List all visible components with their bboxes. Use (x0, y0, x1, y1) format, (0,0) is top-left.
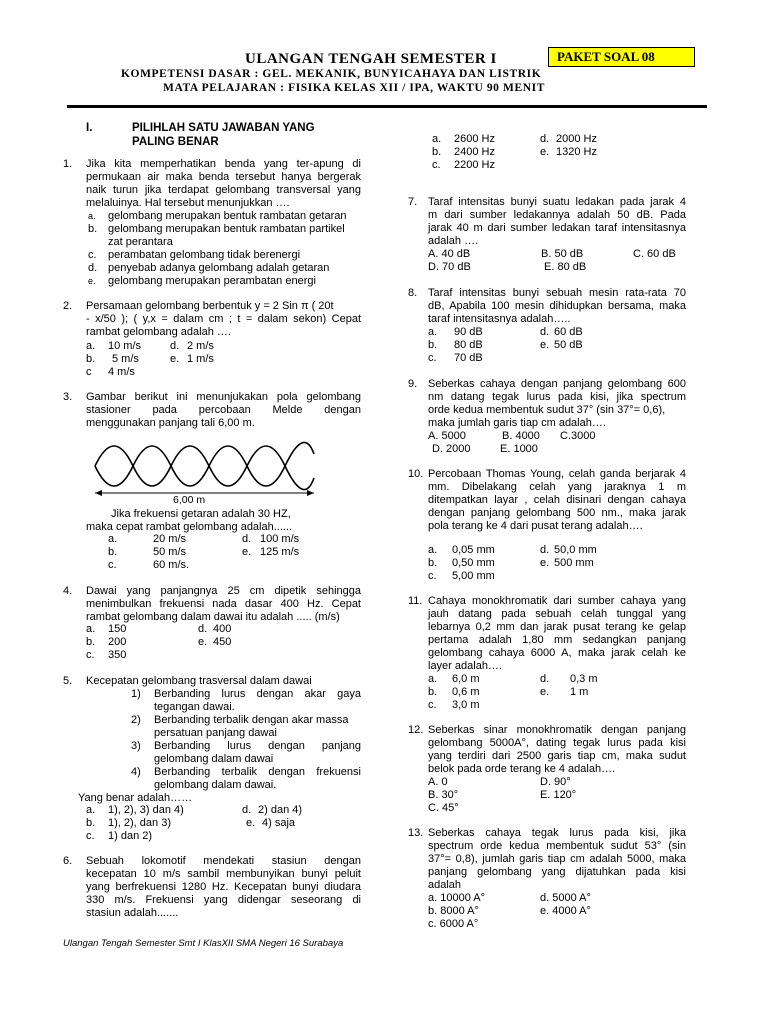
q11-option-a: 6,0 m (452, 673, 480, 685)
q9-number: 9. (408, 378, 418, 390)
q4-option-d: 400 (213, 623, 232, 635)
q7-line: m dari sumber ledakannya adalah 50 dB. Pada (428, 209, 686, 221)
section-instruction-2: PALING BENAR (132, 136, 219, 148)
q6-line: stasiun adalah....... (86, 907, 179, 919)
q10-line: pola terang ke 4 dari pusat terang adalah…. (428, 520, 643, 532)
paket-badge: PAKET SOAL 08 (548, 47, 695, 67)
q1-option-e: gelombang merupakan perambatan energi (108, 275, 316, 287)
q10-number: 10. (408, 468, 424, 480)
q5-option-a: 1), 2), 3) dan 4) (108, 804, 184, 816)
q9-option-b: B. 4000 (502, 430, 540, 442)
q9-option-d: D. 2000 (432, 443, 471, 455)
q2-option-a: 10 m/s (108, 340, 142, 352)
q8-option-d: 60 dB (554, 326, 583, 338)
q10-option-a: 0,05 mm (452, 544, 495, 556)
q3-option-b: 50 m/s (153, 546, 187, 558)
q6-option-d: 2000 Hz (556, 133, 597, 145)
q2-question (86, 300, 361, 339)
q10-line: dengan panjang gelombang 500 nm., maka jarak (428, 507, 686, 519)
q12-line: Seberkas sinar monokhromatik dengan panjang (428, 724, 686, 736)
q9-option-a: A. 5000 (428, 430, 466, 442)
q6-line: 330 m/s. Frekuensi yang didengar seseorang di (86, 894, 361, 906)
q7-option-c: C. 60 dB (633, 248, 676, 260)
q5-option-c: 1) dan 2) (108, 830, 153, 842)
q12-line: gelombang 5000A°, dating tegak lurus pada kisi (428, 737, 686, 749)
q10-option-d: 50,0 mm (554, 544, 597, 556)
q4-question (86, 585, 361, 624)
q8-option-c: 70 dB (454, 352, 483, 364)
q2-line: Persamaan gelombang berbentuk y = 2 Sin π ( 20t (86, 300, 334, 312)
q6-question (86, 855, 361, 920)
header-divider (67, 105, 707, 108)
q13-option-b: b. 8000 A° (428, 905, 479, 917)
q5-statement-line: Berbanding lurus dengan panjang (154, 740, 361, 752)
arrow-left-head (95, 490, 102, 496)
q11-question (428, 595, 686, 673)
q13-line: 37°= 0,8), jumlah garis tiap cm adalah 5000, maka (428, 853, 686, 865)
q11-line: gelombang cahaya 6000 A, maka jarak celah ke (428, 647, 686, 659)
q3-option-d: 100 m/s (260, 533, 300, 545)
q9-option-e: E. 1000 (500, 443, 538, 455)
q12-line: yang terdiri dari 2500 garis tiap cm, maka sudut (428, 750, 686, 762)
q13-line: adalah (428, 879, 462, 891)
q3-option-c: 60 m/s. (153, 559, 190, 571)
q4-line: rambat gelombang dalam dawai itu adalah ..... (m/s) (86, 611, 340, 623)
q5-option-e: 4) saja (262, 817, 296, 829)
q9-line: nm datang tegak lurus pada kisi, jika spectrum (428, 391, 686, 403)
q10-line: mm. Dibelakang celah yang jaraknya 1 m (428, 481, 686, 493)
q1-option-a: gelombang merupakan bentuk rambatan getaran (108, 210, 347, 222)
standing-wave-figure (90, 438, 320, 500)
q6-option-b: 2400 Hz (454, 146, 495, 158)
q1-line: Jika kita memperhatikan benda yang ter-apung di (86, 158, 361, 170)
q10-line: Percobaan Thomas Young, celah ganda berjarak 4 (428, 468, 686, 480)
q13-option-e: e. 4000 A° (540, 905, 591, 917)
q1-question (86, 158, 361, 210)
q3-option-a: 20 m/s (153, 533, 187, 545)
q6-line: Sebuah lokomotif mendekati stasiun dengan (86, 855, 361, 867)
q4-number: 4. (63, 585, 73, 597)
q8-option-b: 80 dB (454, 339, 483, 351)
q1-option-b: gelombang merupakan bentuk rambatan partikel (108, 223, 345, 235)
q5-statement-3 (154, 740, 361, 753)
q10-line: ditempatkan layar , celah disinari dengan cahaya (428, 494, 686, 506)
q12-option-a: A. 0 (428, 776, 448, 788)
q3-line: Gambar berikut ini menunjukakan pola gelombang (86, 391, 361, 403)
q4-option-b: 200 (108, 636, 127, 648)
mapel-line: MATA PELAJARAN : FISIKA KELAS XII / IPA, WAKTU 90 MENIT (163, 82, 545, 94)
q5-prompt: Yang benar adalah…… (78, 792, 193, 804)
q7-line: Taraf intensitas bunyi suatu ledakan pada jarak 4 (428, 196, 686, 208)
q2-line: rambat gelombang adalah …. (86, 326, 231, 338)
q11-option-c: 3,0 m (452, 699, 480, 711)
q5-statement-1 (154, 688, 361, 701)
q9-line: Seberkas cahaya dengan panjang gelombang 600 (428, 378, 686, 390)
q8-line: Taraf intensitas bunyi sebuah mesin rata-rata 70 (428, 287, 686, 299)
q5-statement-line: Berbanding lurus dengan akar gaya (154, 688, 361, 700)
q5-statement-2: Berbanding terbalik dengan akar massa (154, 714, 349, 726)
q12-option-d: D. 90° (540, 776, 571, 788)
q6-line: yang berfrekuensi 1280 Hz. Kecepatan bunyi diudara (86, 881, 361, 893)
q6-option-c: 2200 Hz (454, 159, 495, 171)
wave-curve-2 (95, 442, 314, 486)
q1-line: naik turun jika terdapat gelombang transversal yang (86, 184, 361, 196)
q9-option-c: C.3000 (560, 430, 596, 442)
q11-line: Cahaya monokhromatik dari sumber cahaya yang (428, 595, 686, 607)
q6-option-a: 2600 Hz (454, 133, 495, 145)
q11-line: pertama adalah 1,80 mm sedangkan panjang (428, 634, 686, 646)
q1-option-d: penyebab adanya gelombang adalah getaran (108, 262, 330, 274)
q11-option-e: 1 m (570, 686, 589, 698)
figure-length-label: 6,00 m (173, 494, 206, 506)
q13-option-c: c. 6000 A° (428, 918, 479, 930)
q4-option-a: 150 (108, 623, 127, 635)
q12-question (428, 724, 686, 776)
q8-number: 8. (408, 287, 418, 299)
q8-question (428, 287, 686, 326)
page-footer: Ulangan Tengah Semester Smt I KlasXII SMA Negeri 16 Surabaya (63, 938, 344, 949)
q3-option-e: 125 m/s (260, 546, 300, 558)
q12-option-c: C. 45° (428, 802, 459, 814)
q2-option-e: 1 m/s (187, 353, 214, 365)
q1-line: permukaan air maka benda tersebut hanya bergerak (86, 171, 361, 183)
q5-statement-3-cont: gelombang dalam dawai (154, 753, 274, 765)
page-title: ULANGAN TENGAH SEMESTER I (245, 51, 497, 67)
q5-statement-4 (154, 766, 361, 779)
q3-line: maka cepat rambat gelombang adalah...... (86, 521, 293, 533)
q2-option-b: 5 m/s (112, 353, 139, 365)
q5-stem: Kecepatan gelombang trasversal dalam dawai (86, 675, 312, 687)
q1-option-c: perambatan gelombang tidak berenergi (108, 249, 301, 261)
q7-line: adalah …. (428, 235, 479, 247)
q2-option-c: 4 m/s (108, 366, 135, 378)
q10-option-c: 5,00 mm (452, 570, 495, 582)
q11-option-d: 0,3 m (570, 673, 598, 685)
q8-line: dB, Apabila 100 mesin dihidupkan bersama, maka (428, 300, 686, 312)
q7-option-d: D. 70 dB (428, 261, 471, 273)
q3-line: menggunakan panjang tali 6,00 m. (86, 417, 255, 429)
q13-number: 13. (408, 827, 424, 839)
q9-line: maka jumlah garis tiap cm adalah…. (428, 417, 606, 429)
q7-option-a: A. 40 dB (428, 248, 471, 260)
q6-option-e: 1320 Hz (556, 146, 597, 158)
q8-option-a: 90 dB (454, 326, 483, 338)
q13-question (428, 827, 686, 892)
q11-line: layer adalah…. (428, 660, 502, 672)
q13-option-d: d. 5000 A° (540, 892, 591, 904)
q13-line: spectrum orde kedua membentuk sudut 53° (sin (428, 840, 686, 852)
q3-question (86, 391, 361, 430)
q13-line: Seberkas cahaya tegak lurus pada kisi, jika (428, 827, 686, 839)
q7-option-e: E. 80 dB (544, 261, 587, 273)
q4-option-c: 350 (108, 649, 127, 661)
q1-number: 1. (63, 158, 73, 170)
q4-option-e: 450 (213, 636, 232, 648)
q5-statement-line: Berbanding terbalik dengan frekuensi (154, 766, 361, 778)
q2-option-d: 2 m/s (187, 340, 214, 352)
q10-option-e: 500 mm (554, 557, 594, 569)
q7-option-b: B. 50 dB (541, 248, 584, 260)
q8-line: taraf intensitasnya adalah….. (428, 313, 571, 325)
q5-statement-4-cont: gelombang dalam dawai. (154, 779, 277, 791)
q9-question (428, 378, 686, 430)
section-number: I. (86, 122, 93, 134)
q4-line: menimbulkan frekuensi nada dasar 400 Hz. Cepat (86, 598, 361, 610)
q11-option-b: 0,6 m (452, 686, 480, 698)
q7-question (428, 196, 686, 248)
q12-option-b: B. 30° (428, 789, 459, 801)
q13-line: panjang gelombang yang dijatuhkan pada kisi (428, 866, 686, 878)
q5-statement-2-cont: persatuan panjang dawai (154, 727, 277, 739)
q11-number: 11. (408, 595, 423, 607)
q2-line: - x/50 ); ( y,x = dalam cm ; t = dalam sekon) Cepat (86, 313, 361, 325)
q5-option-b: 1), 2), dan 3) (108, 817, 171, 829)
q7-number: 7. (408, 196, 418, 208)
q1-line: melaluinya. Hal tersebut menunjukkan …. (86, 197, 290, 209)
q10-option-b: 0,50 mm (452, 557, 495, 569)
q6-line: kecepatan 10 m/s sambil membunyikan bunyi peluit (86, 868, 361, 880)
wave-curve-1 (95, 446, 314, 490)
q2-number: 2. (63, 300, 73, 312)
q9-line: orde kedua membentuk sudut 37° (sin 37°= 0,6), (428, 404, 666, 416)
kompetensi-line: KOMPETENSI DASAR : GEL. MEKANIK, BUNYICAHAYA DAN LISTRIK (121, 68, 542, 80)
q5-option-d: 2) dan 4) (258, 804, 303, 816)
q12-option-e: E. 120° (540, 789, 577, 801)
section-instruction-1: PILIHLAH SATU JAWABAN YANG (132, 122, 315, 134)
arrow-right-head (307, 490, 314, 496)
q6-number: 6. (63, 855, 73, 867)
q8-option-e: 50 dB (554, 339, 583, 351)
q5-statement-1-cont: tegangan dawai. (154, 701, 235, 713)
q3-line: Jika frekuensi getaran adalah 30 HZ, (111, 508, 291, 520)
q1-option-b-cont: zat perantara (108, 236, 173, 248)
q7-line: jarak 40 m dari sumber ledakan taraf intensitasnya (428, 222, 686, 234)
q11-line: lebarnya 0,2 mm dan jarak pusat terang ke gelap (428, 621, 686, 633)
q5-number: 5. (63, 675, 73, 687)
q4-line: Dawai yang panjangnya 25 cm dipetik sehingga (86, 585, 361, 597)
q12-number: 12. (408, 724, 424, 736)
q11-line: jauh datang pada sebuah celah tunggal yang (428, 608, 686, 620)
q10-question (428, 468, 686, 533)
q3-line: stasioner pada percobaan Melde dengan (86, 404, 361, 416)
q12-line: belok pada orde terang ke 4 adalah…. (428, 763, 616, 775)
q3-number: 3. (63, 391, 73, 403)
q13-option-a: a. 10000 A° (428, 892, 486, 904)
